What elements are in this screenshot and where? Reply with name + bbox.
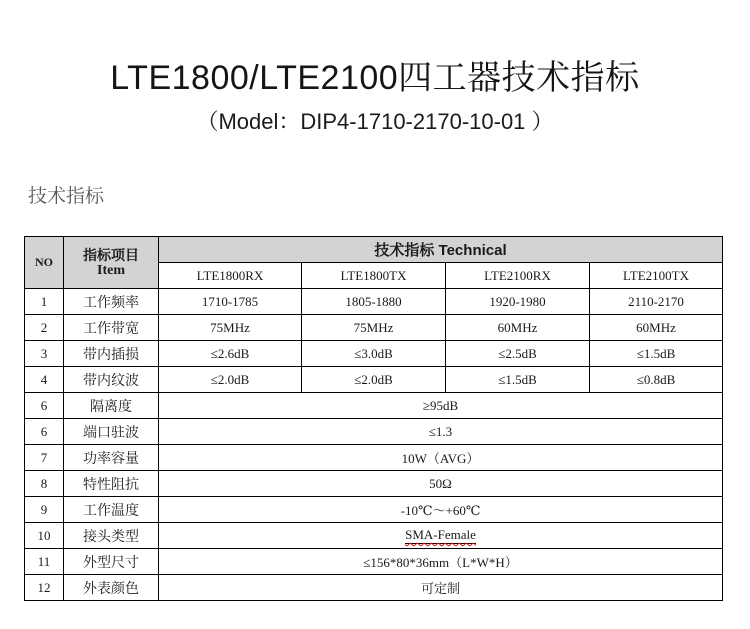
item-name-cell: 外表颜色 (64, 575, 159, 601)
value-cell: ≤2.5dB (446, 341, 590, 367)
row-number-cell: 8 (25, 471, 64, 497)
col-header-band: LTE1800TX (302, 263, 446, 289)
col-header-band: LTE1800RX (159, 263, 302, 289)
table-row (25, 471, 723, 497)
row-number-cell: 11 (25, 549, 64, 575)
item-name-cell: 功率容量 (64, 445, 159, 471)
table-row (25, 393, 723, 419)
value-cell: 60MHz (590, 315, 723, 341)
spec-table-head (25, 237, 723, 289)
table-row (25, 341, 723, 367)
underlined-value (405, 527, 476, 544)
value-cell: ≤2.6dB (159, 341, 302, 367)
item-name-cell: 端口驻波 (64, 419, 159, 445)
item-name-cell: 带内纹波 (64, 367, 159, 393)
table-row (25, 445, 723, 471)
col-header-item (64, 237, 159, 289)
col-header-item-zh: 指标项目 (83, 246, 139, 263)
value-cell: ≥95dB (159, 393, 723, 419)
row-number-cell: 6 (25, 393, 64, 419)
value-cell: ≤1.5dB (446, 367, 590, 393)
col-header-no: NO (25, 237, 64, 289)
value-cell: ≤156*80*36mm（L*W*H） (159, 549, 723, 575)
item-name-cell: 接头类型 (64, 523, 159, 549)
col-header-band: LTE2100RX (446, 263, 590, 289)
value-cell: 1920-1980 (446, 289, 590, 315)
item-name-cell: 带内插损 (64, 341, 159, 367)
spec-table-body (25, 289, 723, 601)
spellcheck-underline: SMA-Female (405, 527, 476, 542)
row-number-cell: 3 (25, 341, 64, 367)
table-row (25, 289, 723, 315)
row-number-cell: 2 (25, 315, 64, 341)
table-row (25, 315, 723, 341)
value-cell (159, 523, 723, 549)
item-name-cell: 特性阻抗 (64, 471, 159, 497)
row-number-cell: 4 (25, 367, 64, 393)
value-cell: ≤2.0dB (159, 367, 302, 393)
value-cell: 75MHz (159, 315, 302, 341)
row-number-cell: 1 (25, 289, 64, 315)
col-header-band: LTE2100TX (590, 263, 723, 289)
value-cell: ≤0.8dB (590, 367, 723, 393)
row-number-cell: 9 (25, 497, 64, 523)
table-row (25, 523, 723, 549)
value-cell: 75MHz (302, 315, 446, 341)
value-cell: 50Ω (159, 471, 723, 497)
table-row (25, 497, 723, 523)
header-row-1 (25, 237, 723, 263)
value-cell: 可定制 (159, 575, 723, 601)
value-cell: 2110-2170 (590, 289, 723, 315)
table-row (25, 575, 723, 601)
row-number-cell: 12 (25, 575, 64, 601)
item-name-cell: 工作频率 (64, 289, 159, 315)
value-cell: ≤3.0dB (302, 341, 446, 367)
value-cell: ≤1.5dB (590, 341, 723, 367)
row-number-cell: 6 (25, 419, 64, 445)
value-cell: ≤2.0dB (302, 367, 446, 393)
col-header-technical: 技术指标 Technical (159, 237, 723, 263)
value-cell: 1805-1880 (302, 289, 446, 315)
value-cell: -10℃～+60℃ (159, 497, 723, 523)
row-number-cell: 10 (25, 523, 64, 549)
item-name-cell: 外型尺寸 (64, 549, 159, 575)
item-name-cell: 隔离度 (64, 393, 159, 419)
value-cell: ≤1.3 (159, 419, 723, 445)
page-title: LTE1800/LTE2100四工器技术指标 (110, 59, 640, 97)
table-row (25, 367, 723, 393)
value-cell: 1710-1785 (159, 289, 302, 315)
section-heading: 技术指标 (28, 186, 105, 207)
value-cell: 10W（AVG） (159, 445, 723, 471)
table-row (25, 419, 723, 445)
item-name-cell: 工作带宽 (64, 315, 159, 341)
col-header-item-en: Item (97, 262, 125, 278)
table-row (25, 549, 723, 575)
row-number-cell: 7 (25, 445, 64, 471)
page-subtitle: （Model：DIP4-1710-2170-10-01 ） (196, 109, 554, 134)
spec-table (24, 236, 723, 601)
value-cell: 60MHz (446, 315, 590, 341)
item-name-cell: 工作温度 (64, 497, 159, 523)
